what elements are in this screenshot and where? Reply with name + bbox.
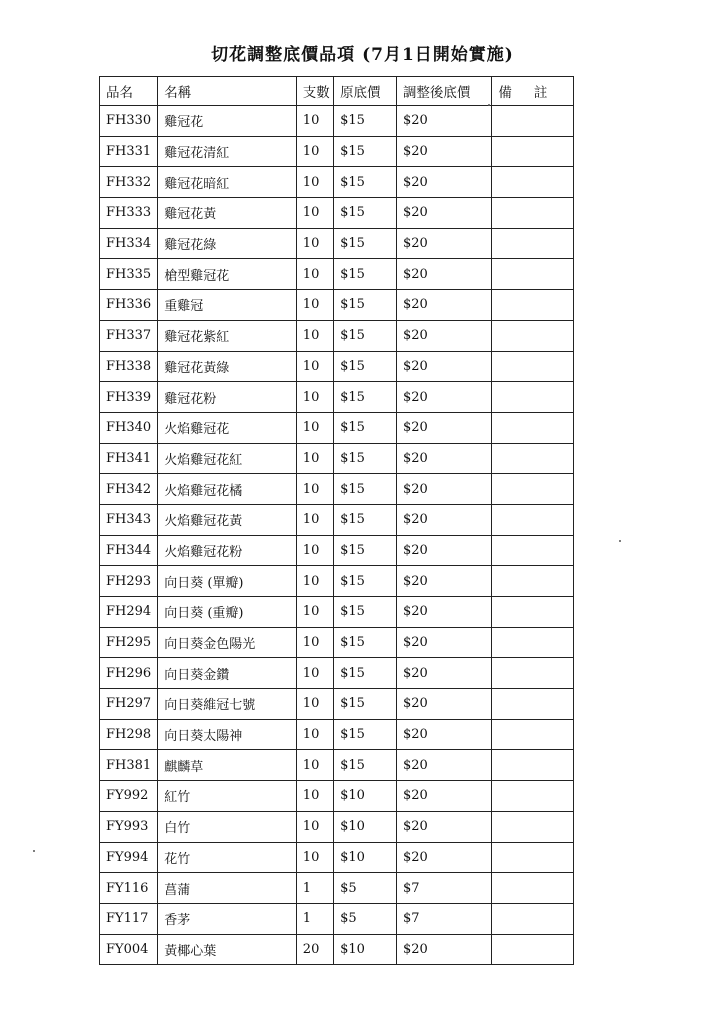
- cell-name: 黃椰心葉: [158, 934, 297, 965]
- cell-code: FH337: [100, 320, 158, 351]
- cell-new-price: $7: [396, 903, 491, 934]
- cell-new-price: $20: [396, 382, 491, 413]
- header-name: 名稱: [158, 77, 297, 106]
- cell-code: FH344: [100, 535, 158, 566]
- cell-new-price: $7: [396, 873, 491, 904]
- cell-orig-price: $10: [334, 781, 397, 812]
- cell-qty: 10: [296, 443, 333, 474]
- cell-new-price: $20: [396, 474, 491, 505]
- cell-orig-price: $15: [334, 443, 397, 474]
- cell-orig-price: $15: [334, 504, 397, 535]
- cell-qty: 10: [296, 167, 333, 198]
- cell-note: [492, 842, 574, 873]
- table-row: [100, 474, 574, 505]
- table-row: [100, 873, 574, 904]
- header-note: [492, 77, 574, 106]
- cell-note: [492, 627, 574, 658]
- table-row: [100, 627, 574, 658]
- cell-new-price: $20: [396, 351, 491, 382]
- cell-code: FH331: [100, 136, 158, 167]
- table-row: [100, 597, 574, 628]
- cell-qty: 10: [296, 136, 333, 167]
- cell-orig-price: $15: [334, 198, 397, 229]
- cell-new-price: $20: [396, 627, 491, 658]
- cell-name: 向日葵維冠七號: [158, 689, 297, 720]
- cell-note: [492, 136, 574, 167]
- cell-note: [492, 719, 574, 750]
- cell-new-price: $20: [396, 504, 491, 535]
- cell-note: [492, 228, 574, 259]
- cell-qty: 10: [296, 259, 333, 290]
- cell-qty: 10: [296, 566, 333, 597]
- table-row: [100, 934, 574, 965]
- cell-qty: 1: [296, 873, 333, 904]
- cell-note: [492, 903, 574, 934]
- cell-name: 火焰雞冠花粉: [158, 535, 297, 566]
- cell-orig-price: $15: [334, 474, 397, 505]
- header-new-price: 調整後底價: [396, 77, 491, 106]
- cell-qty: 10: [296, 597, 333, 628]
- cell-new-price: $20: [396, 136, 491, 167]
- cell-new-price: $20: [396, 320, 491, 351]
- cell-new-price: $20: [396, 167, 491, 198]
- cell-new-price: $20: [396, 535, 491, 566]
- cell-code: FY116: [100, 873, 158, 904]
- cell-new-price: $20: [396, 566, 491, 597]
- cell-qty: 10: [296, 811, 333, 842]
- cell-name: 雞冠花黃: [158, 198, 297, 229]
- cell-qty: 20: [296, 934, 333, 965]
- cell-orig-price: $15: [334, 106, 397, 137]
- cell-note: [492, 474, 574, 505]
- cell-qty: 10: [296, 382, 333, 413]
- cell-note: [492, 781, 574, 812]
- table-row: [100, 781, 574, 812]
- cell-code: FH296: [100, 658, 158, 689]
- cell-name: 重雞冠: [158, 290, 297, 321]
- cell-note: [492, 658, 574, 689]
- table-row: [100, 259, 574, 290]
- table-row: [100, 290, 574, 321]
- header-code: 品名: [100, 77, 158, 106]
- cell-new-price: $20: [396, 842, 491, 873]
- cell-qty: 10: [296, 198, 333, 229]
- cell-name: 火焰雞冠花橘: [158, 474, 297, 505]
- cell-orig-price: $15: [334, 412, 397, 443]
- cell-new-price: $20: [396, 811, 491, 842]
- cell-orig-price: $15: [334, 320, 397, 351]
- cell-orig-price: $15: [334, 382, 397, 413]
- cell-code: FH341: [100, 443, 158, 474]
- cell-code: FH381: [100, 750, 158, 781]
- cell-code: FY993: [100, 811, 158, 842]
- cell-name: 雞冠花綠: [158, 228, 297, 259]
- cell-note: [492, 535, 574, 566]
- cell-qty: 10: [296, 228, 333, 259]
- table-row: [100, 167, 574, 198]
- cell-note: [492, 382, 574, 413]
- cell-note: [492, 106, 574, 137]
- header-note-a: 備: [498, 85, 512, 101]
- cell-name: 向日葵 (單瓣): [158, 566, 297, 597]
- table-row: [100, 689, 574, 720]
- table-row: [100, 842, 574, 873]
- cell-qty: 10: [296, 106, 333, 137]
- table-row: [100, 658, 574, 689]
- scan-speck: [619, 540, 621, 542]
- cell-qty: 10: [296, 689, 333, 720]
- cell-orig-price: $15: [334, 535, 397, 566]
- cell-orig-price: $5: [334, 873, 397, 904]
- cell-code: FH297: [100, 689, 158, 720]
- cell-new-price: $20: [396, 198, 491, 229]
- cell-code: FH334: [100, 228, 158, 259]
- cell-orig-price: $15: [334, 167, 397, 198]
- cell-qty: 10: [296, 658, 333, 689]
- cell-orig-price: $15: [334, 228, 397, 259]
- cell-orig-price: $15: [334, 259, 397, 290]
- table-row: [100, 719, 574, 750]
- cell-orig-price: $15: [334, 719, 397, 750]
- table-header-row: [100, 77, 574, 106]
- cell-orig-price: $15: [334, 627, 397, 658]
- cell-name: 向日葵金鑽: [158, 658, 297, 689]
- cell-note: [492, 504, 574, 535]
- cell-orig-price: $15: [334, 136, 397, 167]
- table-row: [100, 320, 574, 351]
- cell-name: 雞冠花暗紅: [158, 167, 297, 198]
- cell-qty: 10: [296, 412, 333, 443]
- cell-new-price: $20: [396, 750, 491, 781]
- cell-note: [492, 597, 574, 628]
- cell-note: [492, 351, 574, 382]
- table-row: [100, 443, 574, 474]
- cell-code: FH295: [100, 627, 158, 658]
- cell-orig-price: $5: [334, 903, 397, 934]
- cell-name: 菖蒲: [158, 873, 297, 904]
- cell-code: FH339: [100, 382, 158, 413]
- cell-qty: 10: [296, 719, 333, 750]
- page-title: 切花調整底價品項 (7月1日開始實施): [211, 45, 514, 65]
- cell-orig-price: $15: [334, 750, 397, 781]
- cell-qty: 10: [296, 535, 333, 566]
- cell-code: FY004: [100, 934, 158, 965]
- price-table: [99, 76, 574, 965]
- cell-orig-price: $15: [334, 290, 397, 321]
- cell-qty: 10: [296, 842, 333, 873]
- cell-code: FY994: [100, 842, 158, 873]
- cell-name: 花竹: [158, 842, 297, 873]
- cell-new-price: $20: [396, 443, 491, 474]
- cell-code: FH330: [100, 106, 158, 137]
- cell-qty: 10: [296, 474, 333, 505]
- cell-note: [492, 198, 574, 229]
- cell-code: FH340: [100, 412, 158, 443]
- cell-new-price: $20: [396, 228, 491, 259]
- table-row: [100, 566, 574, 597]
- header-orig-price: 原底價: [334, 77, 397, 106]
- cell-new-price: $20: [396, 781, 491, 812]
- cell-name: 香茅: [158, 903, 297, 934]
- table-row: [100, 106, 574, 137]
- table-row: [100, 750, 574, 781]
- cell-name: 雞冠花黃綠: [158, 351, 297, 382]
- cell-qty: 10: [296, 320, 333, 351]
- cell-new-price: $20: [396, 259, 491, 290]
- cell-new-price: $20: [396, 719, 491, 750]
- cell-orig-price: $15: [334, 351, 397, 382]
- cell-note: [492, 259, 574, 290]
- table-row: [100, 351, 574, 382]
- cell-note: [492, 566, 574, 597]
- cell-note: [492, 934, 574, 965]
- cell-name: 火焰雞冠花黃: [158, 504, 297, 535]
- table-row: [100, 412, 574, 443]
- cell-qty: 10: [296, 351, 333, 382]
- cell-note: [492, 750, 574, 781]
- cell-new-price: $20: [396, 412, 491, 443]
- cell-code: FH294: [100, 597, 158, 628]
- table-row: [100, 504, 574, 535]
- cell-name: 向日葵金色陽光: [158, 627, 297, 658]
- cell-qty: 1: [296, 903, 333, 934]
- cell-orig-price: $10: [334, 811, 397, 842]
- cell-note: [492, 689, 574, 720]
- cell-code: FH333: [100, 198, 158, 229]
- cell-note: [492, 873, 574, 904]
- cell-code: FH335: [100, 259, 158, 290]
- cell-orig-price: $15: [334, 566, 397, 597]
- cell-name: 紅竹: [158, 781, 297, 812]
- cell-code: FY992: [100, 781, 158, 812]
- cell-name: 白竹: [158, 811, 297, 842]
- cell-name: 雞冠花清紅: [158, 136, 297, 167]
- cell-code: FH342: [100, 474, 158, 505]
- cell-qty: 10: [296, 627, 333, 658]
- cell-new-price: $20: [396, 290, 491, 321]
- cell-note: [492, 167, 574, 198]
- cell-name: 火焰雞冠花紅: [158, 443, 297, 474]
- cell-name: 向日葵 (重瓣): [158, 597, 297, 628]
- cell-new-price: $20: [396, 106, 491, 137]
- cell-new-price: $20: [396, 934, 491, 965]
- scan-speck: [33, 850, 35, 852]
- cell-orig-price: $10: [334, 934, 397, 965]
- cell-note: [492, 320, 574, 351]
- cell-name: 雞冠花: [158, 106, 297, 137]
- cell-code: FY117: [100, 903, 158, 934]
- cell-name: 雞冠花粉: [158, 382, 297, 413]
- cell-qty: 10: [296, 290, 333, 321]
- cell-code: FH336: [100, 290, 158, 321]
- table-row: [100, 382, 574, 413]
- cell-orig-price: $10: [334, 842, 397, 873]
- table-row: [100, 198, 574, 229]
- cell-name: 向日葵太陽神: [158, 719, 297, 750]
- cell-new-price: $20: [396, 658, 491, 689]
- cell-qty: 10: [296, 750, 333, 781]
- cell-orig-price: $15: [334, 689, 397, 720]
- cell-note: [492, 811, 574, 842]
- cell-note: [492, 443, 574, 474]
- header-qty: 支數: [296, 77, 333, 106]
- table-row: [100, 228, 574, 259]
- cell-qty: 10: [296, 781, 333, 812]
- cell-code: FH332: [100, 167, 158, 198]
- cell-note: [492, 412, 574, 443]
- cell-note: [492, 290, 574, 321]
- cell-orig-price: $15: [334, 658, 397, 689]
- cell-name: 雞冠花紫紅: [158, 320, 297, 351]
- cell-name: 火焰雞冠花: [158, 412, 297, 443]
- cell-new-price: $20: [396, 597, 491, 628]
- cell-code: FH338: [100, 351, 158, 382]
- cell-qty: 10: [296, 504, 333, 535]
- scan-speck: [488, 104, 490, 106]
- cell-new-price: $20: [396, 689, 491, 720]
- header-note-b: 註: [533, 85, 548, 101]
- cell-code: FH343: [100, 504, 158, 535]
- cell-code: FH293: [100, 566, 158, 597]
- cell-name: 槍型雞冠花: [158, 259, 297, 290]
- cell-code: FH298: [100, 719, 158, 750]
- table-row: [100, 903, 574, 934]
- cell-name: 麒麟草: [158, 750, 297, 781]
- cell-orig-price: $15: [334, 597, 397, 628]
- table-row: [100, 811, 574, 842]
- table-row: [100, 535, 574, 566]
- table-row: [100, 136, 574, 167]
